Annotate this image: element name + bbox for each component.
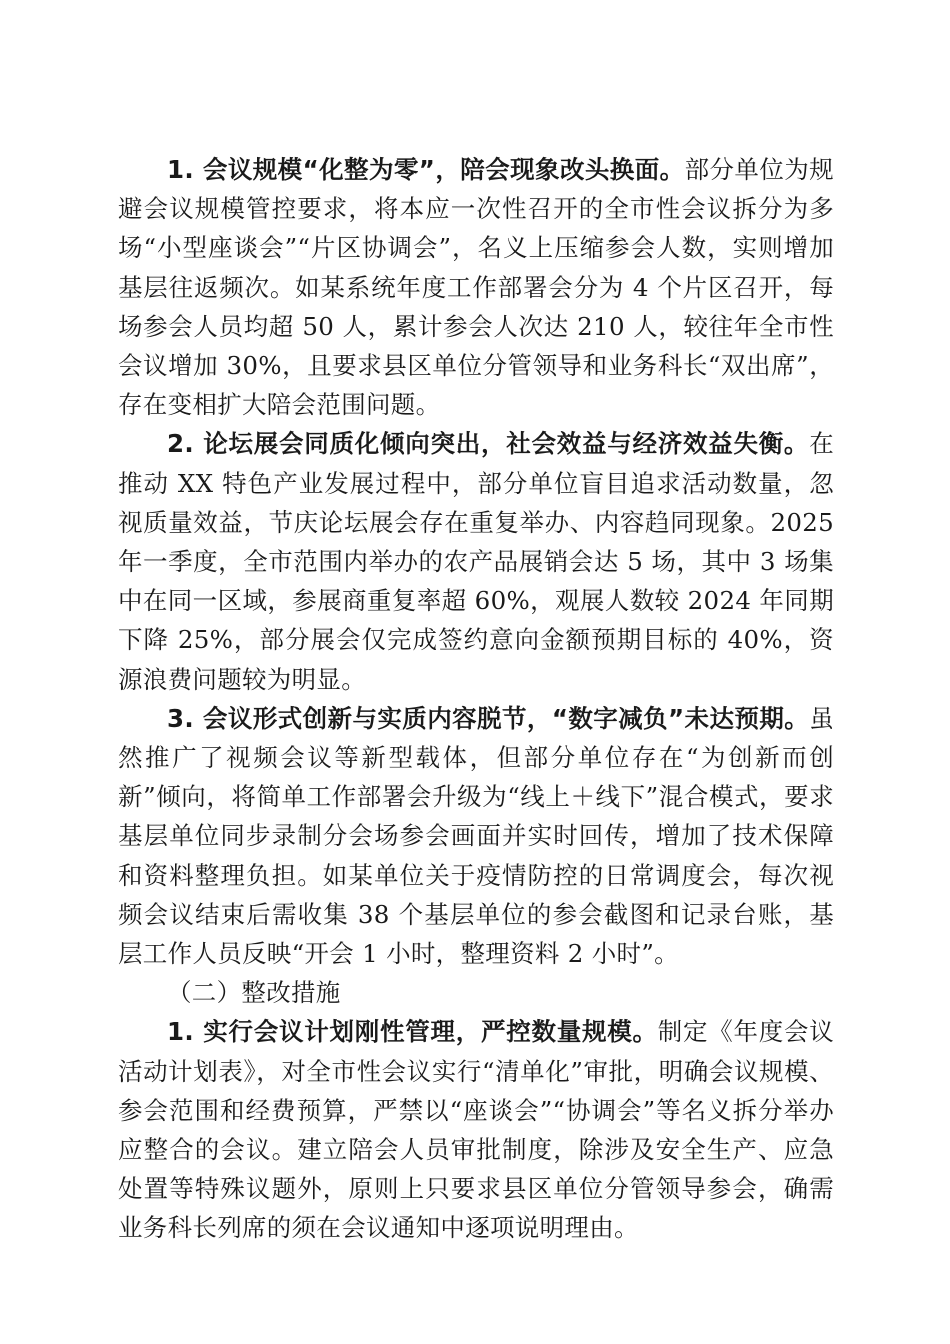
paragraph-meeting-format <box>118 699 834 973</box>
paragraph-meeting-scale <box>118 150 834 424</box>
paragraph-body: 部分单位为规避会议规模管控要求，将本应一次性召开的全市性会议拆分为多场“小型座谈会”“片区协调会”，名义上压缩参会人数，实则增加基层往返频次。如某系统年度工作部署会分为 4 个片区召开，每场参会人员均超 50 人，累计参会人次达 210 人，较往年全市性会议增加 30%，且要求县区单位分管领导和业务科长“双出席”，存在变相扩大陪会范围问题。 <box>118 155 834 420</box>
paragraph-lead: 3. 会议形式创新与实质内容脱节，“数字减负”未达预期。 <box>167 703 810 733</box>
paragraph-lead: 2. 论坛展会同质化倾向突出，社会效益与经济效益失衡。 <box>167 429 810 459</box>
paragraph-measure-plan <box>118 1012 834 1247</box>
paragraph-lead: 1. 会议规模“化整为零”，陪会现象改头换面。 <box>167 155 685 184</box>
section-heading: （二）整改措施 <box>167 978 341 1008</box>
paragraph-lead: 1. 实行会议计划刚性管理，严控数量规模。 <box>167 1017 658 1047</box>
document-page <box>118 150 834 1248</box>
paragraph-forum-exhibition <box>118 424 834 698</box>
paragraph-body: 制定《年度会议活动计划表》，对全市性会议实行“清单化”审批，明确会议规模、参会范围和经费预算，严禁以“座谈会”“协调会”等名义拆分举办应整合的会议。建立陪会人员审批制度，除涉及安全生产、应急处置等特殊议题外，原则上只要求县区单位分管领导参会，确需业务科长列席的须在会议通知中逐项说明理由。 <box>118 1017 834 1243</box>
paragraph-body: 虽然推广了视频会议等新型载体，但部分单位存在“为创新而创新”倾向，将简单工作部署会升级为“线上＋线下”混合模式，要求基层单位同步录制分会场参会画面并实时回传，增加了技术保障和资料整理负担。如某单位关于疫情防控的日常调度会，每次视频会议结束后需收集 38 个基层单位的参会截图和记录台账，基层工作人员反映“开会 1 小时，整理资料 2 小时”。 <box>118 703 834 969</box>
paragraph-body: 在推动 XX 特色产业发展过程中，部分单位盲目追求活动数量，忽视质量效益，节庆论坛展会存在重复举办、内容趋同现象。2025 年一季度，全市范围内举办的农产品展销会达 5 场，其中 3 场集中在同一区域，参展商重复率超 60%，观展人数较 2024 年同期下降 25%，部分展会仅完成签约意向金额预期目标的 40%，资源浪费问题较为明显。 <box>118 429 834 694</box>
